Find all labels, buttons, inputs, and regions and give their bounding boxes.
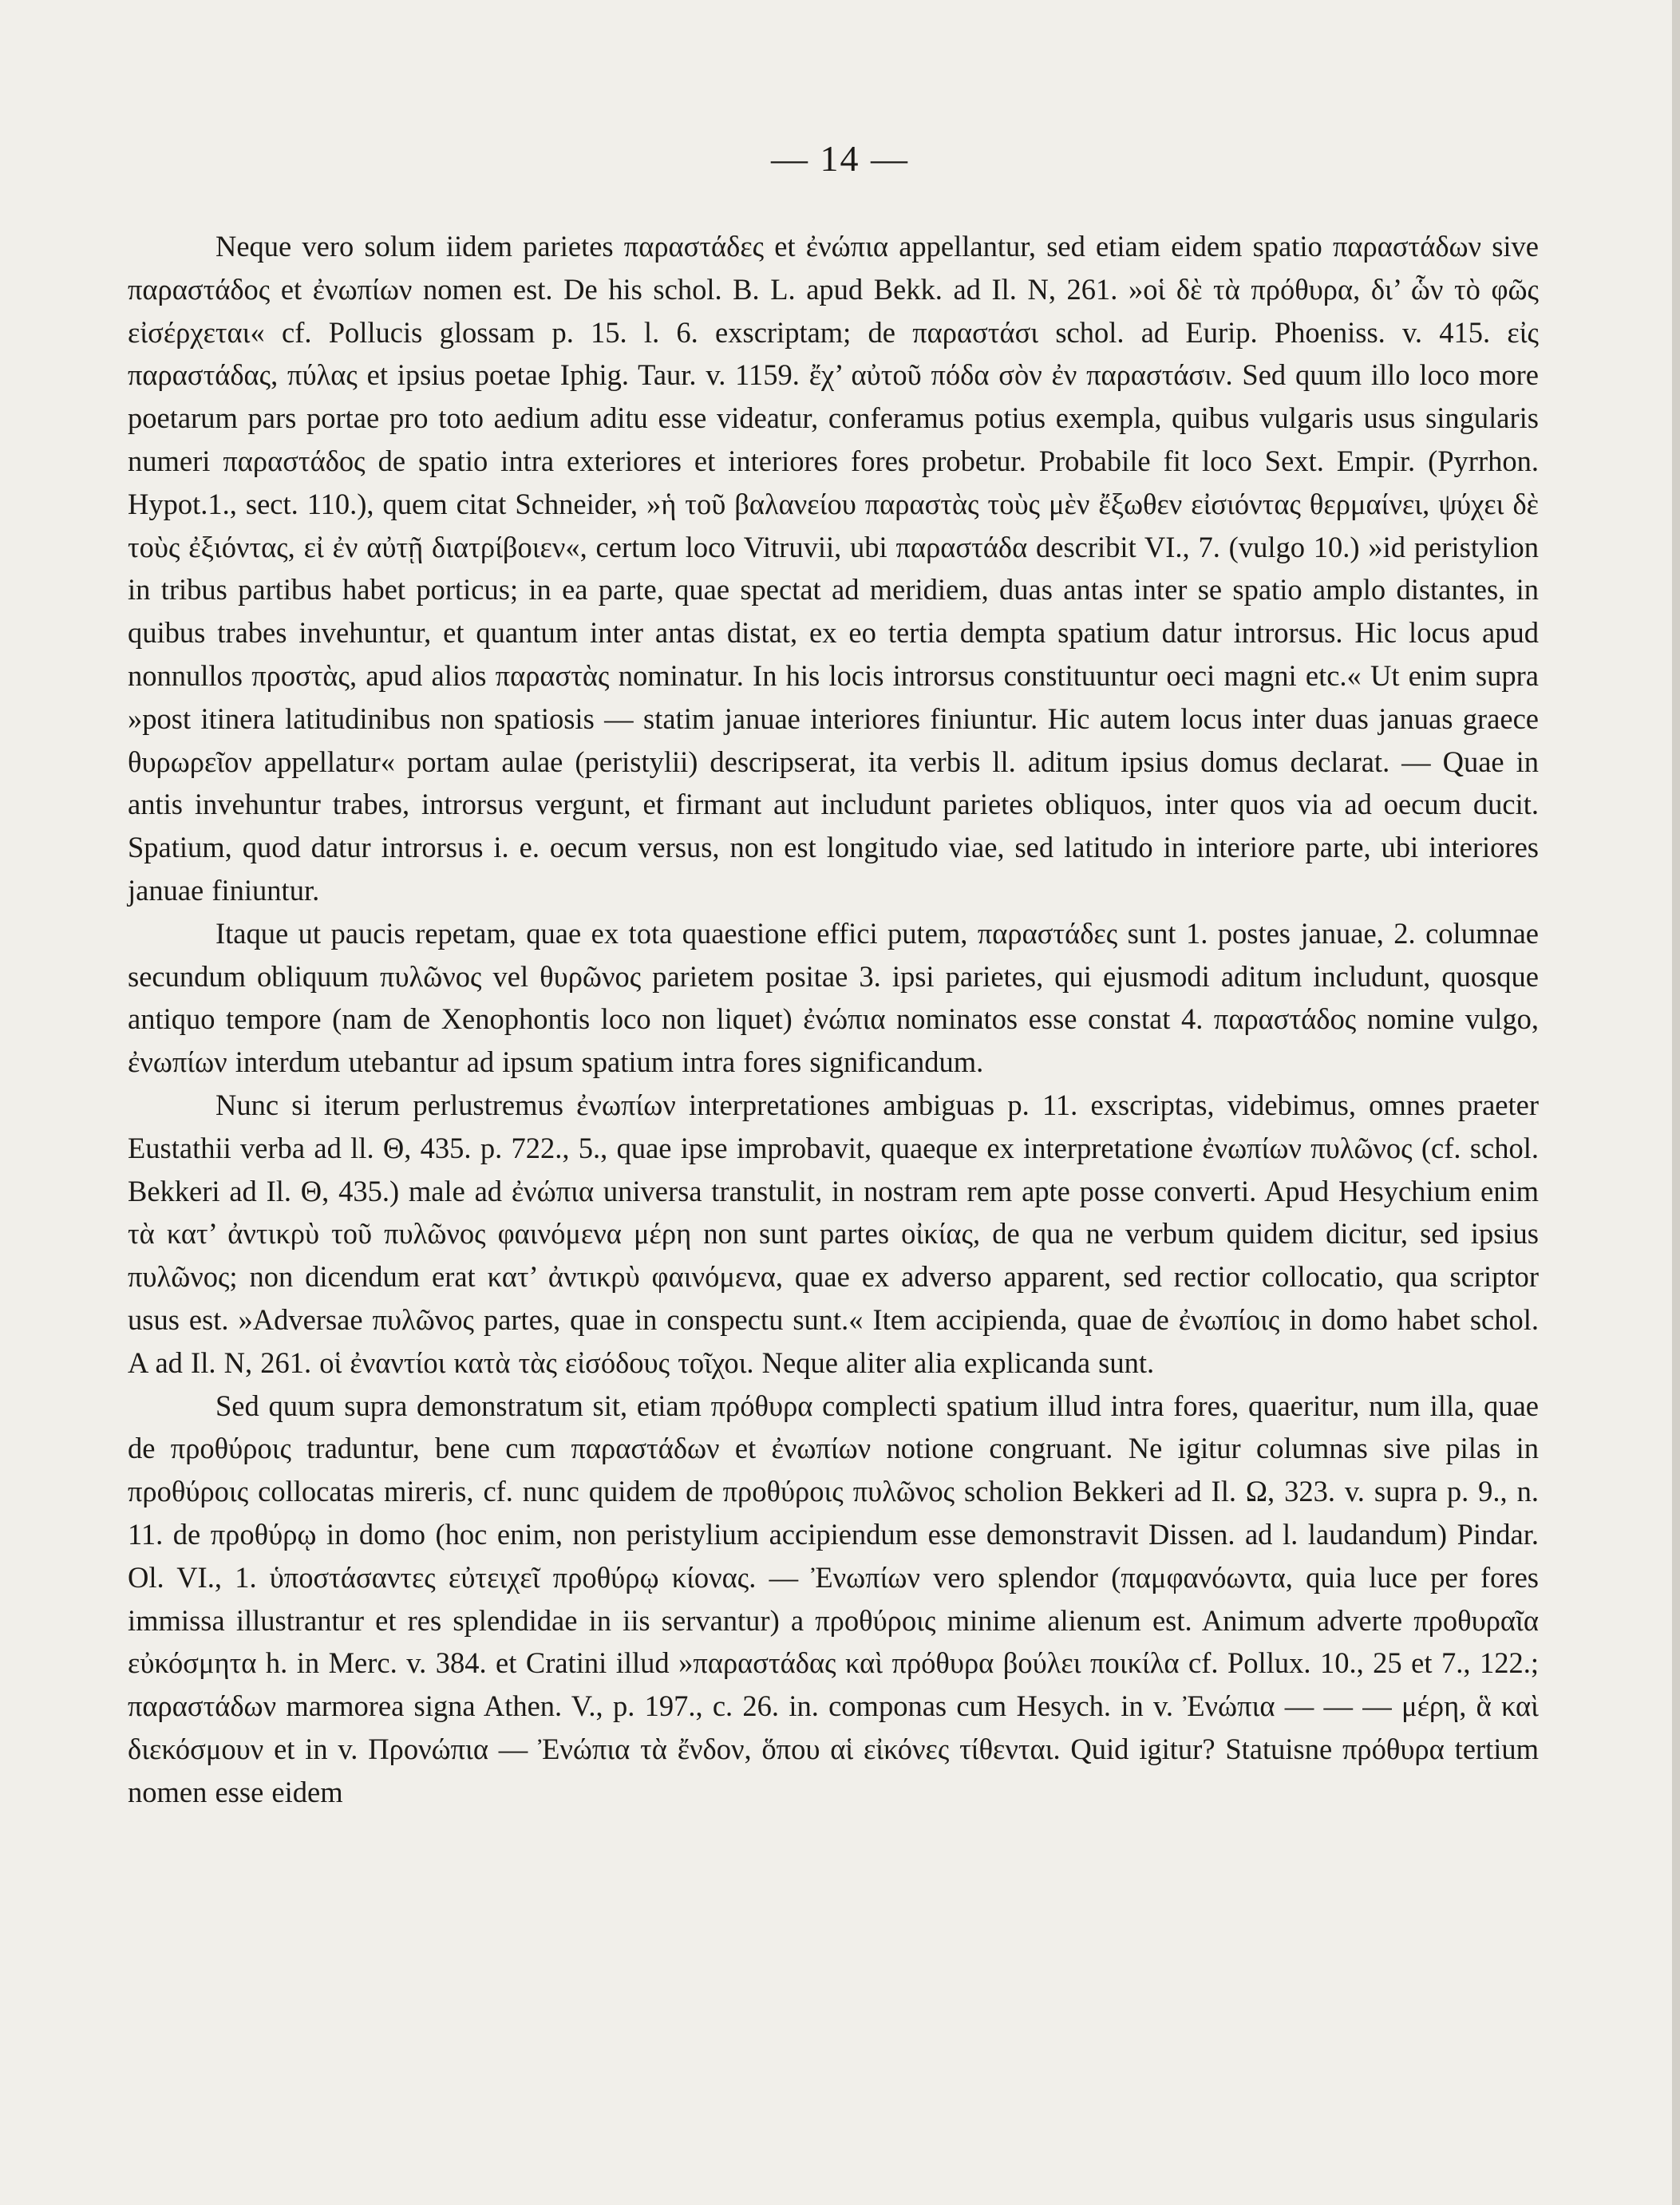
- paragraph-4: Sed quum supra demonstratum sit, etiam πρόθυρα complecti spatium illud intra fores, quaeritur, num illa, quae de προθύροις traduntur, bene cum παραστάδων et ἐνωπίων notione congruant. Ne igitur columnas sive pilas in προθύροις collocatas mireris, cf. nunc quidem de προθύροις πυλῶνος scholion Bekkeri ad Il. Ω, 323. v. supra p. 9., n. 11. de προθύρῳ in domo (hoc enim, non peristylium accipiendum esse demonstravit Dissen. ad l. laudandum) Pindar. Ol. VI., 1. ὑποστάσαντες εὐτειχεῖ προθύρῳ κίονας. — Ἐνωπίων vero splendor (παμφανόωντα, quia luce per fores immissa illustrantur et res splendidae in iis servantur) a προθύροις minime alienum est. Animum adverte προθυραῖα εὐκόσμητα h. in Merc. v. 384. et Cratini illud »παραστάδας καὶ πρόθυρα βούλει ποικίλα cf. Pollux. 10., 25 et 7., 122.; παραστάδων marmorea signa Athen. V., p. 197., c. 26. in. componas cum Hesych. in v. Ἐνώπια — — — μέρη, ἃ καὶ διεκόσμουν et in v. Προνώπια — Ἐνώπια τὰ ἔνδον, ὅπου αἱ εἰκόνες τίθενται. Quid igitur? Statuisne πρόθυρα tertium nomen esse eidem: [128, 1389, 1539, 1808]
- page-number: — 14 —: [771, 138, 909, 179]
- paragraph-3: Nunc si iterum perlustremus ἐνωπίων interpretationes ambiguas p. 11. exscriptas, videbimus, omnes praeter Eustathii verba ad ll. Θ, 435. p. 722., 5., quae ipse improbavit, quaeque ex interpretatione ἐνωπίων πυλῶνος (cf. schol. Bekkeri ad Il. Θ, 435.) male ad ἐνώπια universa transtulit, in nostram rem apte posse converti. Apud Hesychium enim τὰ κατ’ ἀντικρὺ τοῦ πυλῶνος φαινόμενα μέρη non sunt partes οἰκίας, de qua ne verbum quidem dicitur, sed ipsius πυλῶνος; non dicendum erat κατ’ ἀντικρὺ φαινόμενα, quae ex adverso apparent, sed rectior collocatio, qua scriptor usus est. »Adversae πυλῶνος partes, quae in conspectu sunt.« Item accipienda, quae de ἐνωπίοις in domo habet schol. A ad Il. N, 261. οἱ ἐναντίοι κατὰ τὰς εἰσόδους τοῖχοι. Neque aliter alia explicanda sunt.: [128, 1088, 1539, 1379]
- paragraph-2: Itaque ut paucis repetam, quae ex tota quaestione effici putem, παραστάδες sunt 1. postes januae, 2. columnae secundum obliquum πυλῶνος vel θυρῶνος parietem positae 3. ipsi parietes, qui ejusmodi aditum includunt, quosque antiquo tempore (nam de Xenophontis loco non liquet) ἐνώπια nominatos esse constat 4. παραστάδος nomine vulgo, ἐνωπίων interdum utebantur ad ipsum spatium intra fores significandum.: [128, 916, 1539, 1079]
- page-edge: [1672, 0, 1680, 2205]
- page-body: [128, 225, 1539, 1813]
- paragraph-1: Neque vero solum iidem parietes παραστάδες et ἐνώπια appellantur, sed etiam eidem spatio παραστάδων sive παραστάδος et ἐνωπίων nomen est. De his schol. B. L. apud Bekk. ad Il. N, 261. »οἱ δὲ τὰ πρόθυρα, δι’ ὧν τὸ φῶς εἰσέρχεται« cf. Pollucis glossam p. 15. l. 6. exscriptam; de παραστάσι schol. ad Eurip. Phoeniss. v. 415. εἰς παραστάδας, πύλας et ipsius poetae Iphig. Taur. v. 1159. ἔχ’ αὐτοῦ πόδα σὸν ἐν παραστάσιν. Sed quum illo loco more poetarum pars portae pro toto aedium aditu esse videatur, conferamus potius exempla, quibus vulgaris usus singularis numeri παραστάδος de spatio intra exteriores et interiores fores probetur. Probabile fit loco Sext. Empir. (Pyrrhon. Hypot.1., sect. 110.), quem citat Schneider, »ἡ τοῦ βαλανείου παραστὰς τοὺς μὲν ἔξωθεν εἰσιόντας θερμαίνει, ψύχει δὲ τοὺς ἐξιόντας, εἰ ἐν αὐτῇ διατρίβοιεν«, certum loco Vitruvii, ubi παραστάδα describit VI., 7. (vulgo 10.) »id peristylion in tribus partibus habet porticus; in ea parte, quae spectat ad meridiem, duas antas inter se spatio amplo distantes, in quibus trabes invehuntur, et quantum inter antas distat, ex eo tertia dempta spatium datur introrsus. Hic locus apud nonnullos προστὰς, apud alios παραστὰς nominatur. In his locis introrsus constituuntur oeci magni etc.« Ut enim supra »post itinera latitudinibus non spatiosis — statim januae interiores finiuntur. Hic autem locus inter duas januas graece θυρωρεῖον appellatur« portam aulae (peristylii) descripserat, ita verbis ll. aditum ipsius domus declarat. — Quae in antis invehuntur trabes, introrsus vergunt, et firmant aut includunt parietes obliquos, inter quos via ad oecum ducit. Spatium, quod datur introrsus i. e. oecum versus, non est longitudo viae, sed latitudo in interiore parte, ubi interiores januae finiuntur.: [128, 230, 1539, 907]
